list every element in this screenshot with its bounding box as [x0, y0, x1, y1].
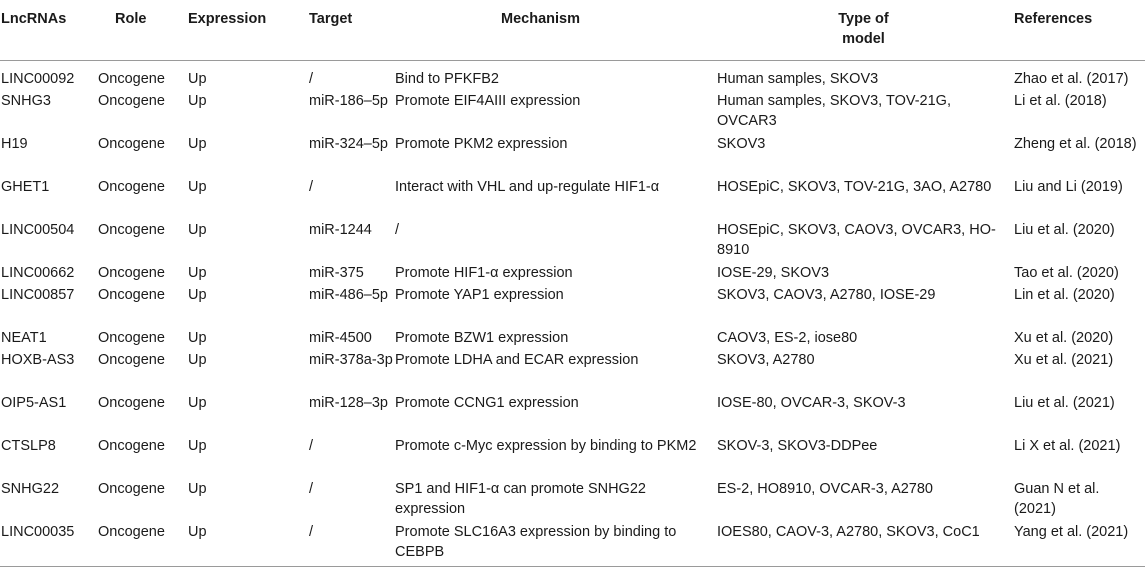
cell-lncrna: CTSLP8 — [1, 438, 56, 454]
cell-expression: Up — [188, 222, 207, 238]
cell-target: miR-375 — [309, 265, 364, 281]
cell-model: SKOV3, CAOV3, A2780, IOSE-29 — [717, 287, 936, 303]
table-row — [0, 263, 1145, 285]
cell-mechanism: SP1 and HIF1-α can promote SNHG22 expression — [395, 481, 646, 517]
cell-reference: Lin et al. (2020) — [1014, 287, 1115, 303]
cell-reference: Yang et al. (2021) — [1014, 524, 1129, 540]
cell-role: Oncogene — [98, 265, 165, 281]
cell-target: miR-324–5p — [309, 136, 388, 152]
cell-target: / — [309, 481, 314, 497]
cell-role: Oncogene — [98, 438, 165, 454]
cell-expression: Up — [188, 352, 207, 368]
cell-reference: Liu et al. (2021) — [1014, 395, 1115, 411]
cell-lncrna: NEAT1 — [1, 330, 47, 346]
cell-target: miR-128–3p — [309, 395, 388, 411]
cell-expression: Up — [188, 93, 207, 109]
cell-target: miR-4500 — [309, 330, 372, 346]
cell-expression: Up — [188, 395, 207, 411]
cell-mechanism: Promote CCNG1 expression — [395, 395, 579, 411]
cell-lncrna: LINC00504 — [1, 222, 75, 238]
table-bottom-rule — [0, 566, 1145, 567]
cell-model: HOSEpiC, SKOV3, CAOV3, OVCAR3, HO-8910 — [717, 222, 996, 258]
cell-mechanism: / — [395, 222, 400, 238]
cell-role: Oncogene — [98, 136, 165, 152]
cell-mechanism: Promote HIF1-α expression — [395, 265, 573, 281]
table-row — [0, 134, 1145, 177]
cell-target: miR-486–5p — [309, 287, 388, 303]
cell-expression: Up — [188, 136, 207, 152]
cell-mechanism: Promote PKM2 expression — [395, 136, 568, 152]
cell-target: / — [309, 438, 314, 454]
cell-lncrna: LINC00092 — [1, 71, 75, 87]
cell-mechanism: Promote c-Myc expression by binding to PKM2 — [395, 438, 697, 454]
cell-lncrna: LINC00035 — [1, 524, 75, 540]
header-row — [0, 0, 1145, 61]
cell-mechanism: Promote EIF4AIII expression — [395, 93, 581, 109]
cell-reference: Xu et al. (2021) — [1014, 352, 1114, 368]
cell-mechanism: Promote SLC16A3 expression by binding to CEBPB — [395, 524, 677, 560]
cell-model: SKOV3, A2780 — [717, 352, 815, 368]
cell-role: Oncogene — [98, 222, 165, 238]
header-expression: Expression — [188, 0, 308, 61]
header-type-of-model — [717, 0, 1010, 61]
cell-role: Oncogene — [98, 395, 165, 411]
cell-lncrna: LINC00857 — [1, 287, 75, 303]
cell-model: SKOV3 — [717, 136, 766, 152]
cell-reference: Zheng et al. (2018) — [1014, 136, 1137, 152]
cell-target: / — [309, 71, 314, 87]
cell-lncrna: HOXB-AS3 — [1, 352, 75, 368]
cell-role: Oncogene — [98, 352, 165, 368]
header-model-text — [838, 9, 888, 49]
cell-model: Human samples, SKOV3, TOV-21G, OVCAR3 — [717, 93, 951, 129]
cell-expression: Up — [188, 438, 207, 454]
cell-role: Oncogene — [98, 93, 165, 109]
cell-mechanism: Interact with VHL and up-regulate HIF1-α — [395, 179, 660, 195]
header-model-line2: model — [842, 31, 885, 47]
cell-reference: Li et al. (2018) — [1014, 93, 1107, 109]
cell-lncrna: LINC00662 — [1, 265, 75, 281]
table-row — [0, 393, 1145, 436]
cell-reference: Xu et al. (2020) — [1014, 330, 1114, 346]
cell-lncrna: OIP5-AS1 — [1, 395, 67, 411]
cell-mechanism: Promote YAP1 expression — [395, 287, 564, 303]
table-row — [0, 91, 1145, 134]
table-header — [0, 0, 1145, 61]
cell-expression: Up — [188, 524, 207, 540]
cell-lncrna: GHET1 — [1, 179, 50, 195]
cell-model: SKOV-3, SKOV3-DDPee — [717, 438, 878, 454]
cell-role: Oncogene — [98, 71, 165, 87]
cell-mechanism: Promote LDHA and ECAR expression — [395, 352, 639, 368]
cell-model: IOSE-29, SKOV3 — [717, 265, 830, 281]
cell-model: HOSEpiC, SKOV3, TOV-21G, 3AO, A2780 — [717, 179, 992, 195]
header-lncrnas: LncRNAs — [0, 0, 98, 61]
cell-lncrna: H19 — [1, 136, 28, 152]
header-model-line1: Type of — [838, 11, 889, 27]
cell-target: / — [309, 179, 314, 195]
cell-lncrna: SNHG3 — [1, 93, 51, 109]
table-row — [0, 220, 1145, 263]
table-row — [0, 479, 1145, 522]
cell-role: Oncogene — [98, 481, 165, 497]
header-mechanism: Mechanism — [395, 0, 717, 61]
table-body — [0, 61, 1145, 566]
table-row — [0, 61, 1145, 92]
cell-model: ES-2, HO8910, OVCAR-3, A2780 — [717, 481, 933, 497]
cell-reference: Tao et al. (2020) — [1014, 265, 1119, 281]
cell-expression: Up — [188, 179, 207, 195]
cell-expression: Up — [188, 330, 207, 346]
header-references: References — [1010, 0, 1145, 61]
cell-model: Human samples, SKOV3 — [717, 71, 879, 87]
cell-expression: Up — [188, 481, 207, 497]
cell-reference: Liu et al. (2020) — [1014, 222, 1115, 238]
cell-target: miR-186–5p — [309, 93, 388, 109]
cell-mechanism: Bind to PFKFB2 — [395, 71, 499, 87]
cell-role: Oncogene — [98, 524, 165, 540]
table-row — [0, 350, 1145, 393]
header-target: Target — [308, 0, 395, 61]
table-row — [0, 436, 1145, 479]
cell-reference: Liu and Li (2019) — [1014, 179, 1123, 195]
cell-target: miR-378a-3p — [309, 352, 393, 368]
cell-expression: Up — [188, 71, 207, 87]
table-row — [0, 285, 1145, 328]
cell-role: Oncogene — [98, 287, 165, 303]
cell-target: / — [309, 524, 314, 540]
cell-lncrna: SNHG22 — [1, 481, 60, 497]
cell-model: IOES80, CAOV-3, A2780, SKOV3, CoC1 — [717, 524, 980, 540]
cell-mechanism: Promote BZW1 expression — [395, 330, 569, 346]
cell-target: miR-1244 — [309, 222, 372, 238]
cell-model: CAOV3, ES-2, iose80 — [717, 330, 858, 346]
cell-reference: Li X et al. (2021) — [1014, 438, 1121, 454]
table-row — [0, 177, 1145, 220]
cell-reference: Zhao et al. (2017) — [1014, 71, 1129, 87]
cell-model: IOSE-80, OVCAR-3, SKOV-3 — [717, 395, 906, 411]
cell-role: Oncogene — [98, 179, 165, 195]
cell-expression: Up — [188, 287, 207, 303]
cell-role: Oncogene — [98, 330, 165, 346]
cell-expression: Up — [188, 265, 207, 281]
cell-reference: Guan N et al. (2021) — [1014, 481, 1100, 517]
table-row — [0, 522, 1145, 565]
header-role: Role — [98, 0, 188, 61]
table-row — [0, 328, 1145, 350]
